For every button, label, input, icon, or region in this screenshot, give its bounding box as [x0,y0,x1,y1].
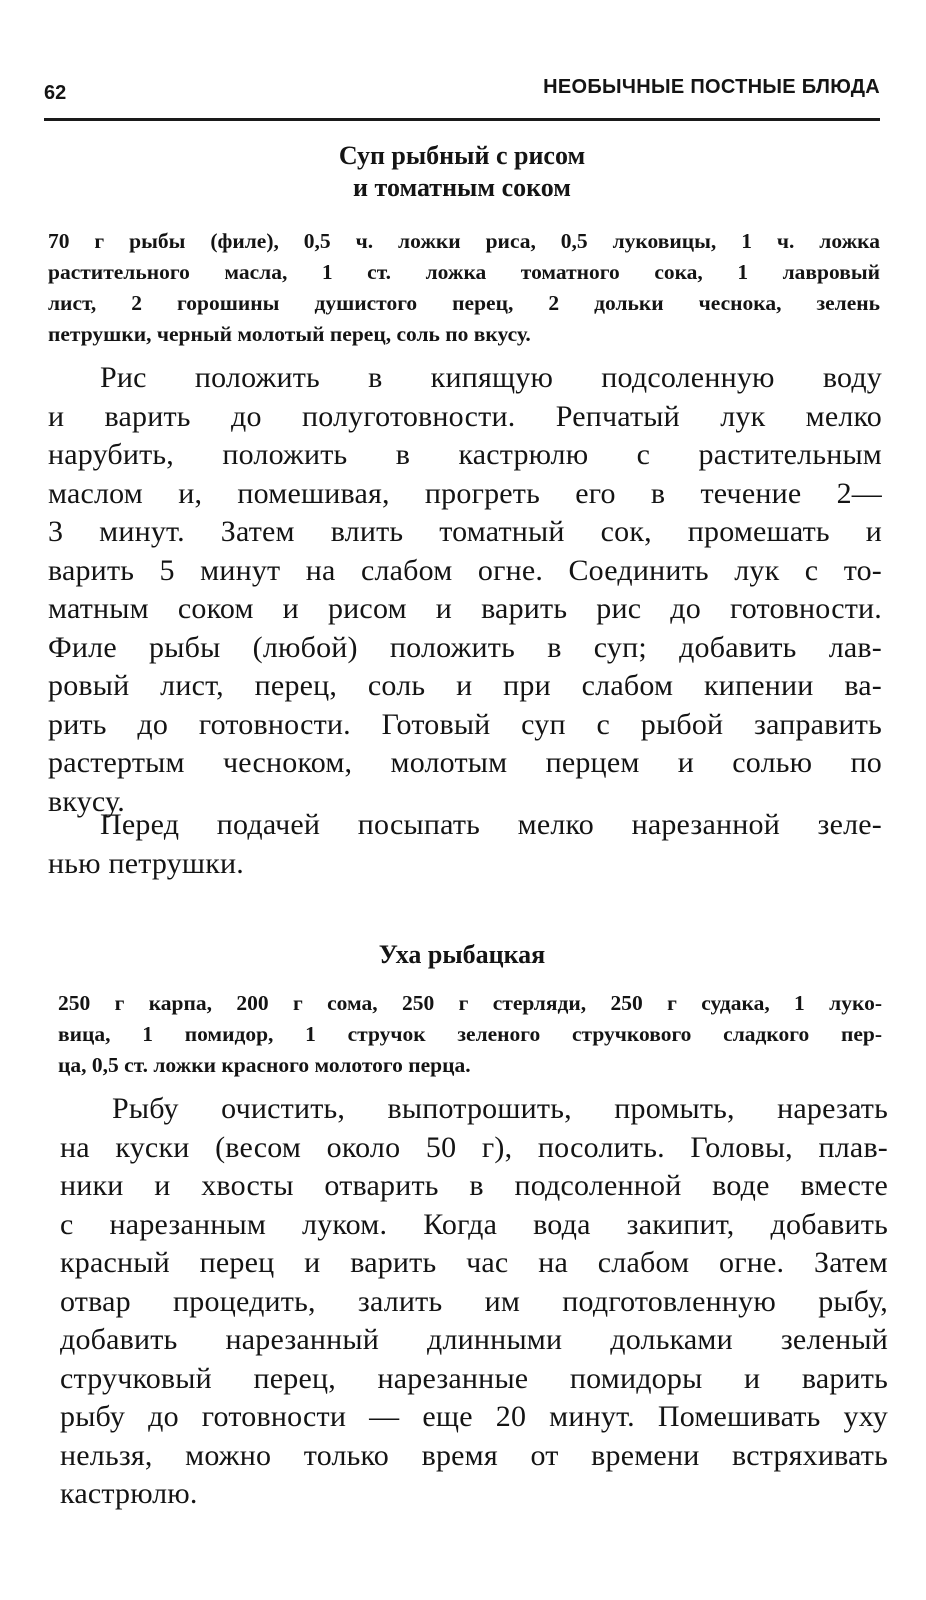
ingredients-line: лист, 2 горошины душистого перец, 2 дольки чеснока, зелень [48,291,880,315]
method-line: отвар процедить, залить им подготовленную рыбу, [60,1284,888,1318]
method-line: матным соком и рисом и варить рис до готовности. [48,592,882,625]
serving-paragraph [48,806,882,883]
method-line: маслом и, помешивая, прогреть его в течение 2— [48,476,882,510]
method-line: красный перец и варить час на слабом огне. Затем [60,1246,888,1279]
method-line: вкусу. [48,784,125,818]
ingredients-line: ца, 0,5 ст. ложки красного молотого перца. [58,1053,471,1077]
ingredients-line: растительного масла, 1 ст. ложка томатного сока, 1 лавровый [48,260,880,284]
recipe-title-line: Суп рыбный с рисом [338,141,586,170]
method-line: добавить нарезанный длинными дольками зеленый [60,1323,888,1356]
method-line: варить 5 минут на слабом огне. Соединить лук с то- [48,553,882,587]
ingredients-line: вица, 1 помидор, 1 стручок зеленого стручкового сладкого пер- [58,1022,882,1046]
ingredients-line: 250 г карпа, 200 г сома, 250 г стерляди, 250 г судака, 1 луко- [58,991,882,1015]
method-line: нельзя, можно только время от времени встряхивать [60,1438,888,1472]
serving-line: нью петрушки. [48,846,244,880]
section-title: НЕОБЫЧНЫЕ ПОСТНЫЕ БЛЮДА [543,76,880,98]
method-line: с нарезанным луком. Когда вода закипит, добавить [60,1207,888,1241]
method-line: стручковый перец, нарезанные помидоры и варить [60,1361,888,1395]
serving-line: Перед подачей посыпать мелко нарезанной зеле- [100,808,882,841]
method-line: рить до готовности. Готовый суп с рыбой заправить [48,707,882,741]
method-line: растертым чесноком, молотым перцем и солью по [48,746,882,779]
running-header [44,74,880,104]
page-number: 62 [44,82,67,104]
method-line: на куски (весом около 50 г), посолить. Головы, плав- [60,1130,888,1164]
method-line: Рис положить в кипящую подсоленную воду [100,361,882,394]
header-rule [44,118,880,121]
method-line: 3 минут. Затем влить томатный сок, промешать и [48,515,882,548]
method-line: Рыбу очистить, выпотрошить, промыть, нарезать [112,1092,888,1125]
method-line: нарубить, положить в кастрюлю с растительным [48,438,882,471]
ingredients-list [58,988,882,1081]
ingredients-line: 70 г рыбы (филе), 0,5 ч. ложки риса, 0,5 луковицы, 1 ч. ложка [48,229,880,253]
method-line: кастрюлю. [60,1477,198,1510]
recipe-title-line: и томатным соком [353,173,571,202]
method-line: рыбу до готовности — еще 20 минут. Помешивать уху [60,1400,888,1433]
ingredients-line: петрушки, черный молотый перец, соль по вкусу. [48,322,531,346]
recipe-title-line: Уха рыбацкая [378,940,546,969]
method-line: ровый лист, перец, соль и при слабом кипении ва- [48,669,882,702]
method-line: и варить до полуготовности. Репчатый лук мелко [48,399,882,433]
method-line: Филе рыбы (любой) положить в суп; добавить лав- [48,630,882,664]
method-paragraph [60,1090,888,1514]
method-line: ники и хвосты отварить в подсоленной воде вместе [60,1169,888,1202]
ingredients-list [48,226,880,350]
recipe-title [44,140,880,204]
recipe-title [44,939,880,971]
method-paragraph [48,359,882,821]
